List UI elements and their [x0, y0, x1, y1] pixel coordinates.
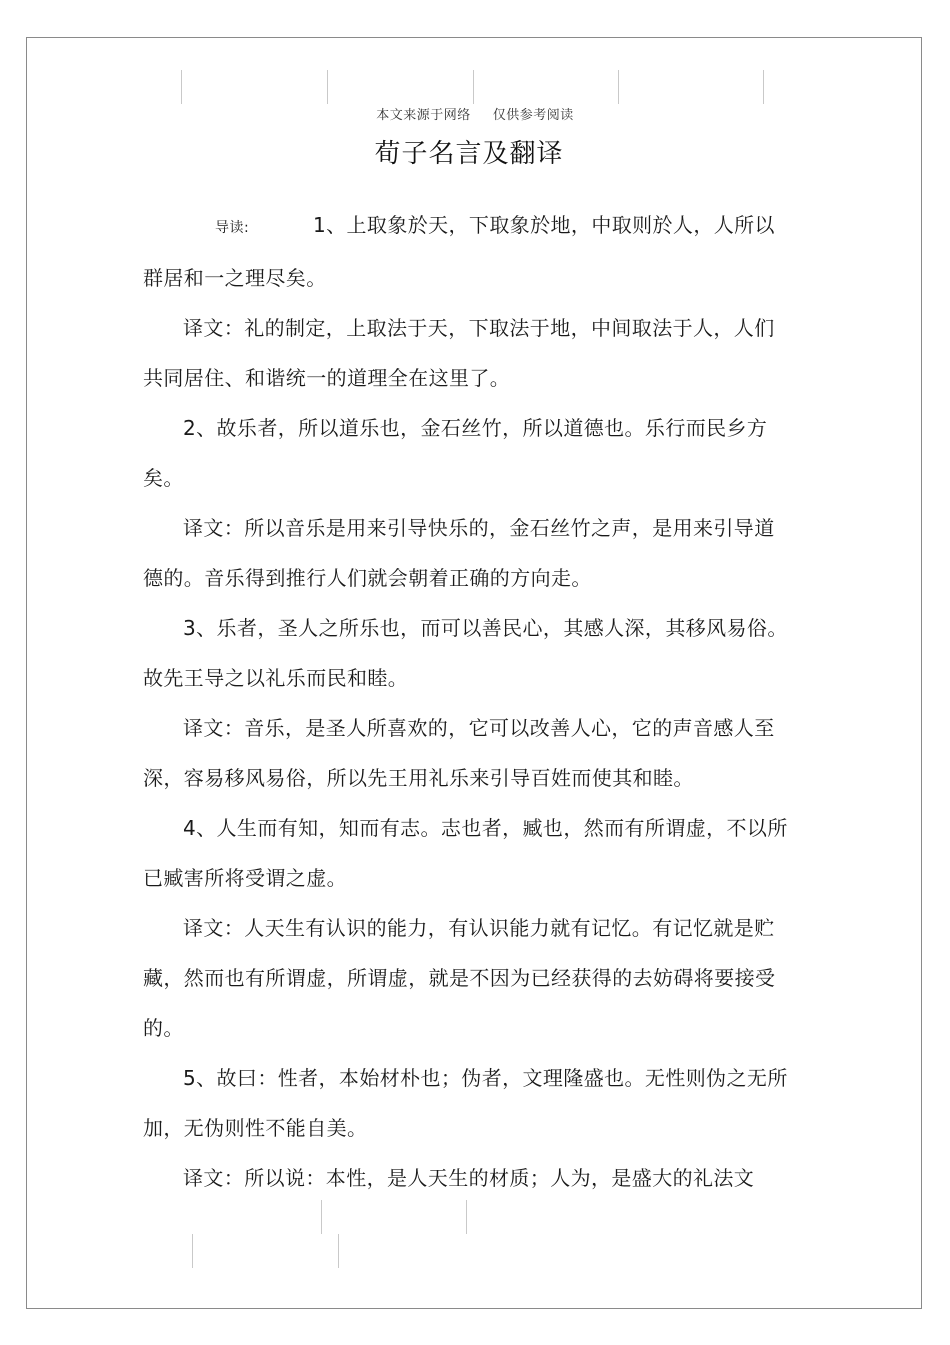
paragraph-translation-3: 译文：音乐，是圣人所喜欢的，它可以改善人心，它的声音感人至深，容易移风易俗，所以先王用礼乐来引导百姓而使其和睦。: [143, 716, 775, 790]
paragraph-translation-5: 译文：所以说：本性，是人天生的材质；人为，是盛大的礼法文: [183, 1166, 755, 1190]
paragraph-quote-3: 3、乐者，圣人之所乐也，而可以善民心，其感人深，其移风易俗。故先王导之以礼乐而民和睦。: [143, 616, 788, 690]
top-divider-line: [473, 70, 474, 104]
paragraph-quote-5: 5、故曰：性者，本始材朴也；伪者，文理隆盛也。无性则伪之无所加，无伪则性不能自美。: [143, 1066, 788, 1140]
page-title: 荀子名言及翻译: [374, 139, 564, 169]
top-divider-line: [181, 70, 182, 104]
intro-label: 导读:: [215, 220, 250, 236]
source-note: [0, 104, 950, 123]
paragraph-translation-1: 译文：礼的制定，上取法于天，下取法于地，中间取法于人，人们共同居住、和谐统一的道理全在这里了。: [143, 316, 775, 390]
source-note-left: 本文来源于网络: [376, 108, 471, 123]
intro-line: [143, 200, 788, 253]
bottom-divider-line: [321, 1200, 322, 1234]
bottom-divider-line: [466, 1200, 467, 1234]
paragraph-quote-4: 4、人生而有知，知而有志。志也者，臧也，然而有所谓虚，不以所已臧害所将受谓之虚。: [143, 816, 788, 890]
top-divider-line: [763, 70, 764, 104]
intro-text-line2: 群居和一之理尽矣。: [143, 266, 327, 290]
bottom-divider-line: [192, 1234, 193, 1268]
paragraph-quote-2: 2、故乐者，所以道乐也，金石丝竹，所以道德也。乐行而民乡方矣。: [143, 416, 768, 490]
top-divider-line: [618, 70, 619, 104]
intro-text-line1: 1、上取象於天，下取象於地，中取则於人，人所以: [313, 213, 775, 237]
top-divider-line: [327, 70, 328, 104]
source-note-right: 仅供参考阅读: [492, 108, 574, 123]
document-body: [143, 200, 788, 1203]
paragraph-translation-4: 译文：人天生有认识的能力，有认识能力就有记忆。有记忆就是贮藏，然而也有所谓虚，所谓虚，就是不因为已经获得的去妨碍将要接受的。: [143, 916, 776, 1040]
bottom-divider-line: [338, 1234, 339, 1268]
paragraph-translation-2: 译文：所以音乐是用来引导快乐的，金石丝竹之声，是用来引导道德的。音乐得到推行人们就会朝着正确的方向走。: [143, 516, 775, 590]
